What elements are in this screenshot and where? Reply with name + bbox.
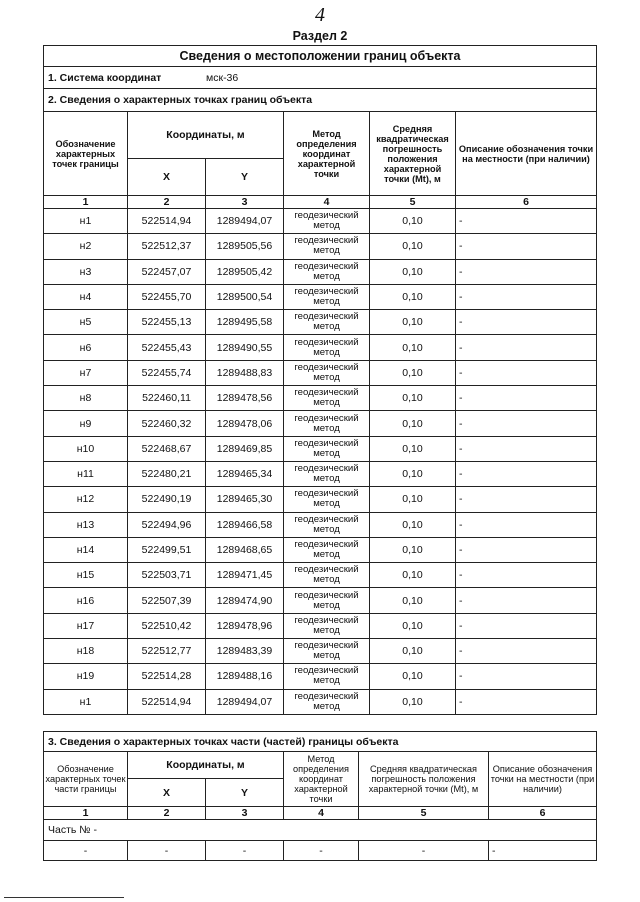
coord-x: 522514,94	[128, 209, 206, 234]
coord-y: 1289478,96	[206, 613, 284, 638]
method: геодезический метод	[284, 563, 370, 588]
coord-x: 522494,96	[128, 512, 206, 537]
description: -	[456, 664, 597, 689]
coord-y: 1289465,34	[206, 461, 284, 486]
precision-mt: 0,10	[370, 436, 456, 461]
part-header-method: Метод определения координат характерной точки	[284, 752, 359, 807]
precision-mt: 0,10	[370, 664, 456, 689]
point-row	[44, 487, 597, 512]
part-header-coords: Координаты, м	[128, 752, 284, 779]
precision-mt: 0,10	[370, 360, 456, 385]
point-row	[44, 436, 597, 461]
description: -	[456, 563, 597, 588]
point-name: н1	[44, 689, 128, 714]
coord-system-label: 1. Система координат	[48, 71, 162, 84]
coord-x: 522457,07	[128, 259, 206, 284]
part-empty-cell: -	[489, 841, 597, 861]
precision-mt: 0,10	[370, 335, 456, 360]
description: -	[456, 284, 597, 309]
coord-y: 1289471,45	[206, 563, 284, 588]
part-header-y: Y	[206, 779, 284, 807]
point-name: н19	[44, 664, 128, 689]
method: геодезический метод	[284, 335, 370, 360]
part-header-point: Обозначение характерных точек части границы	[44, 752, 128, 807]
point-name: н10	[44, 436, 128, 461]
coord-y: 1289478,06	[206, 411, 284, 436]
precision-mt: 0,10	[370, 284, 456, 309]
description: -	[456, 310, 597, 335]
point-name: н12	[44, 487, 128, 512]
method: геодезический метод	[284, 209, 370, 234]
coord-x: 522460,32	[128, 411, 206, 436]
main-title: Сведения о местоположении границ объекта	[44, 46, 597, 67]
description: -	[456, 613, 597, 638]
part-boundaries-table	[43, 731, 597, 861]
precision-mt: 0,10	[370, 563, 456, 588]
part-col-num: 5	[359, 807, 489, 820]
precision-mt: 0,10	[370, 512, 456, 537]
precision-mt: 0,10	[370, 386, 456, 411]
coord-y: 1289490,55	[206, 335, 284, 360]
point-name: н17	[44, 613, 128, 638]
point-row	[44, 588, 597, 613]
method: геодезический метод	[284, 259, 370, 284]
coord-y: 1289488,83	[206, 360, 284, 385]
footnote-divider	[4, 897, 124, 898]
col-num: 2	[128, 196, 206, 209]
point-row	[44, 234, 597, 259]
coord-y: 1289474,90	[206, 588, 284, 613]
precision-mt: 0,10	[370, 461, 456, 486]
point-row	[44, 512, 597, 537]
coord-y: 1289466,58	[206, 512, 284, 537]
point-name: н8	[44, 386, 128, 411]
precision-mt: 0,10	[370, 310, 456, 335]
points-rows	[44, 209, 597, 715]
header-description: Описание обозначения точки на местности (при наличии)	[456, 112, 597, 196]
point-row	[44, 259, 597, 284]
part-empty-cell: -	[44, 841, 128, 861]
part-number-label: Часть № -	[44, 820, 597, 841]
method: геодезический метод	[284, 386, 370, 411]
coord-x: 522455,70	[128, 284, 206, 309]
point-row	[44, 689, 597, 714]
part-empty-cell: -	[128, 841, 206, 861]
part-header-precision: Средняя квадратическая погрешность положения характерной точки (Mt), м	[359, 752, 489, 807]
coord-system-row	[44, 67, 597, 89]
header-y: Y	[206, 159, 284, 196]
col-num: 3	[206, 196, 284, 209]
point-row	[44, 335, 597, 360]
point-name: н14	[44, 537, 128, 562]
coord-y: 1289468,65	[206, 537, 284, 562]
description: -	[456, 386, 597, 411]
coord-x: 522499,51	[128, 537, 206, 562]
coord-x: 522512,37	[128, 234, 206, 259]
method: геодезический метод	[284, 512, 370, 537]
coord-y: 1289494,07	[206, 209, 284, 234]
point-name: н7	[44, 360, 128, 385]
header-x: X	[128, 159, 206, 196]
page-number-mark: 4	[315, 4, 325, 26]
method: геодезический метод	[284, 537, 370, 562]
description: -	[456, 512, 597, 537]
point-row	[44, 360, 597, 385]
precision-mt: 0,10	[370, 487, 456, 512]
precision-mt: 0,10	[370, 588, 456, 613]
section2-title: 2. Сведения о характерных точках границ объекта	[44, 89, 597, 112]
part-col-num: 3	[206, 807, 284, 820]
point-row	[44, 537, 597, 562]
method: геодезический метод	[284, 411, 370, 436]
point-row	[44, 209, 597, 234]
description: -	[456, 234, 597, 259]
method: геодезический метод	[284, 588, 370, 613]
coord-y: 1289494,07	[206, 689, 284, 714]
precision-mt: 0,10	[370, 411, 456, 436]
coord-y: 1289469,85	[206, 436, 284, 461]
precision-mt: 0,10	[370, 537, 456, 562]
method: геодезический метод	[284, 664, 370, 689]
coord-x: 522455,74	[128, 360, 206, 385]
header-method: Метод определения координат характерной точки	[284, 112, 370, 196]
point-name: н13	[44, 512, 128, 537]
coord-x: 522514,28	[128, 664, 206, 689]
col-num: 1	[44, 196, 128, 209]
coord-x: 522507,39	[128, 588, 206, 613]
point-row	[44, 411, 597, 436]
precision-mt: 0,10	[370, 689, 456, 714]
boundaries-table	[43, 45, 597, 715]
coord-x: 522512,77	[128, 639, 206, 664]
method: геодезический метод	[284, 436, 370, 461]
point-name: н5	[44, 310, 128, 335]
coord-x: 522460,11	[128, 386, 206, 411]
part-col-num: 4	[284, 807, 359, 820]
point-name: н16	[44, 588, 128, 613]
point-row	[44, 563, 597, 588]
part-empty-cell: -	[206, 841, 284, 861]
description: -	[456, 436, 597, 461]
description: -	[456, 639, 597, 664]
point-row	[44, 461, 597, 486]
part-col-num: 6	[489, 807, 597, 820]
coord-x: 522468,67	[128, 436, 206, 461]
col-num: 4	[284, 196, 370, 209]
header-point: Обозначение характерных точек границы	[44, 112, 128, 196]
coord-x: 522455,43	[128, 335, 206, 360]
description: -	[456, 689, 597, 714]
coord-y: 1289478,56	[206, 386, 284, 411]
method: геодезический метод	[284, 284, 370, 309]
point-name: н2	[44, 234, 128, 259]
header-coords: Координаты, м	[128, 112, 284, 159]
part-empty-cell: -	[359, 841, 489, 861]
point-name: н18	[44, 639, 128, 664]
description: -	[456, 461, 597, 486]
point-name: н9	[44, 411, 128, 436]
precision-mt: 0,10	[370, 613, 456, 638]
point-row	[44, 613, 597, 638]
precision-mt: 0,10	[370, 209, 456, 234]
description: -	[456, 259, 597, 284]
coord-x: 522490,19	[128, 487, 206, 512]
part-header-description: Описание обозначения точки на местности (при наличии)	[489, 752, 597, 807]
coord-x: 522503,71	[128, 563, 206, 588]
point-name: н1	[44, 209, 128, 234]
description: -	[456, 537, 597, 562]
method: геодезический метод	[284, 639, 370, 664]
method: геодезический метод	[284, 461, 370, 486]
point-row	[44, 639, 597, 664]
header-precision: Средняя квадратическая погрешность положения характерной точки (Mt), м	[370, 112, 456, 196]
method: геодезический метод	[284, 689, 370, 714]
point-row	[44, 284, 597, 309]
method: геодезический метод	[284, 360, 370, 385]
part-col-num: 2	[128, 807, 206, 820]
coord-y: 1289465,30	[206, 487, 284, 512]
description: -	[456, 335, 597, 360]
col-num: 6	[456, 196, 597, 209]
part-empty-cell: -	[284, 841, 359, 861]
coord-y: 1289483,39	[206, 639, 284, 664]
coord-x: 522514,94	[128, 689, 206, 714]
point-name: н6	[44, 335, 128, 360]
coord-y: 1289495,58	[206, 310, 284, 335]
coord-x: 522455,13	[128, 310, 206, 335]
description: -	[456, 411, 597, 436]
method: геодезический метод	[284, 613, 370, 638]
col-num: 5	[370, 196, 456, 209]
part-header-x: X	[128, 779, 206, 807]
section-heading: Раздел 2	[292, 29, 348, 43]
method: геодезический метод	[284, 310, 370, 335]
point-name: н15	[44, 563, 128, 588]
coord-system-value: мск-36	[206, 71, 239, 84]
description: -	[456, 487, 597, 512]
coord-x: 522510,42	[128, 613, 206, 638]
precision-mt: 0,10	[370, 259, 456, 284]
point-row	[44, 310, 597, 335]
precision-mt: 0,10	[370, 639, 456, 664]
point-name: н3	[44, 259, 128, 284]
coord-y: 1289500,54	[206, 284, 284, 309]
coord-y: 1289505,42	[206, 259, 284, 284]
description: -	[456, 588, 597, 613]
section3-title: 3. Сведения о характерных точках части (частей) границы объекта	[44, 732, 597, 752]
coord-y: 1289505,56	[206, 234, 284, 259]
coord-y: 1289488,16	[206, 664, 284, 689]
precision-mt: 0,10	[370, 234, 456, 259]
part-col-num: 1	[44, 807, 128, 820]
point-row	[44, 664, 597, 689]
point-name: н11	[44, 461, 128, 486]
coord-x: 522480,21	[128, 461, 206, 486]
method: геодезический метод	[284, 487, 370, 512]
description: -	[456, 209, 597, 234]
description: -	[456, 360, 597, 385]
point-row	[44, 386, 597, 411]
method: геодезический метод	[284, 234, 370, 259]
point-name: н4	[44, 284, 128, 309]
